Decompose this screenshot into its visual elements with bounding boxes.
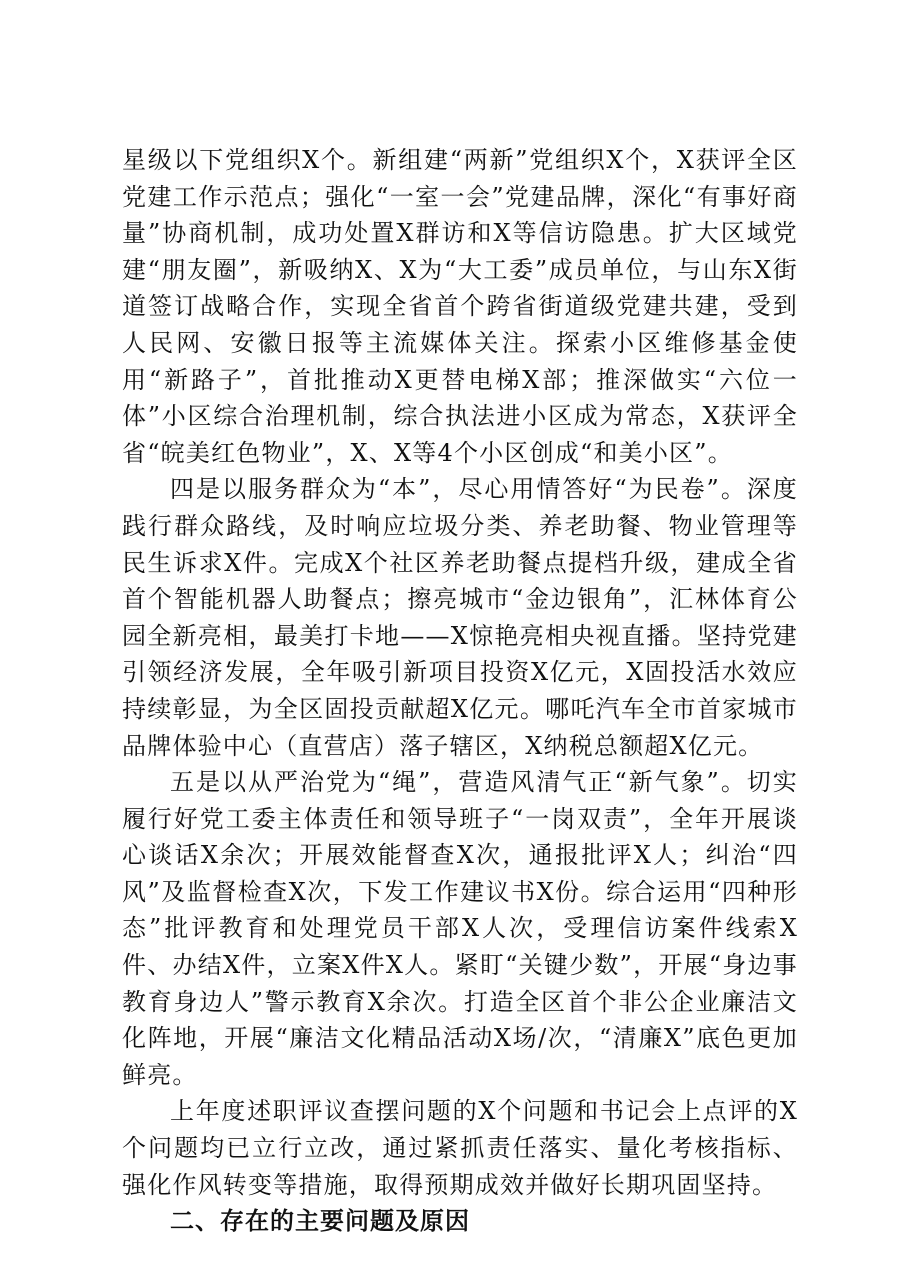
document-body [122,142,798,1240]
paragraph-strict-governance: 五是以从严治党为“绳”，营造风清气正“新气象”。切实履行好党工委主体责任和领导班子“一岗双责”，全年开展谈心谈话X余次；开展效能督查X次，通报批评X人；纠治“四风”及监督检查X次，下发工作建议书X份。综合运用“四种形态”批评教育和处理党员干部X人次，受理信访案件线索X件、办结X件，立案X件X人。紧盯“关键少数”，开展“身边事教育身边人”警示教育X余次。打造全区首个非公企业廉洁文化阵地，开展“廉洁文化精品活动X场/次，“清廉X”底色更加鲜亮。 [122,768,798,1089]
paragraph-party-building: 星级以下党组织X个。新组建“两新”党组织X个，X获评全区党建工作示范点；强化“一室一会”党建品牌，深化“有事好商量”协商机制，成功处置X群访和X等信访隐患。扩大区域党建“朋友圈”，新吸纳X、X为“大工委”成员单位，与山东X街道签订战略合作，实现全省首个跨省街道级党建共建，受到人民网、安徽日报等主流媒体关注。探索小区维修基金使用“新路子”，首批推动X更替电梯X部；推深做实“六位一体”小区综合治理机制，综合执法进小区成为常态，X获评全省“皖美红色物业”，X、X等4个小区创成“和美小区”。 [122,146,798,467]
section-heading: 二、存在的主要问题及原因 [170,1207,470,1236]
paragraph-rectification: 上年度述职评议查摆问题的X个问题和书记会上点评的X个问题均已立行立改，通过紧抓责任落实、量化考核指标、强化作风转变等措施，取得预期成效并做好长期巩固坚持。 [122,1097,798,1199]
paragraph-serve-masses: 四是以服务群众为“本”，尽心用情答好“为民卷”。深度践行群众路线，及时响应垃圾分类、养老助餐、物业管理等民生诉求X件。完成X个社区养老助餐点提档升级，建成全省首个智能机器人助餐点；擦亮城市“金边银角”，汇林体育公园全新亮相，最美打卡地——X惊艳亮相央视直播。坚持党建引领经济发展，全年吸引新项目投资X亿元，X固投活水效应持续彰显，为全区固投贡献超X亿元。哪吒汽车全市首家城市品牌体验中心（直营店）落子辖区，X纳税总额超X亿元。 [122,475,798,760]
